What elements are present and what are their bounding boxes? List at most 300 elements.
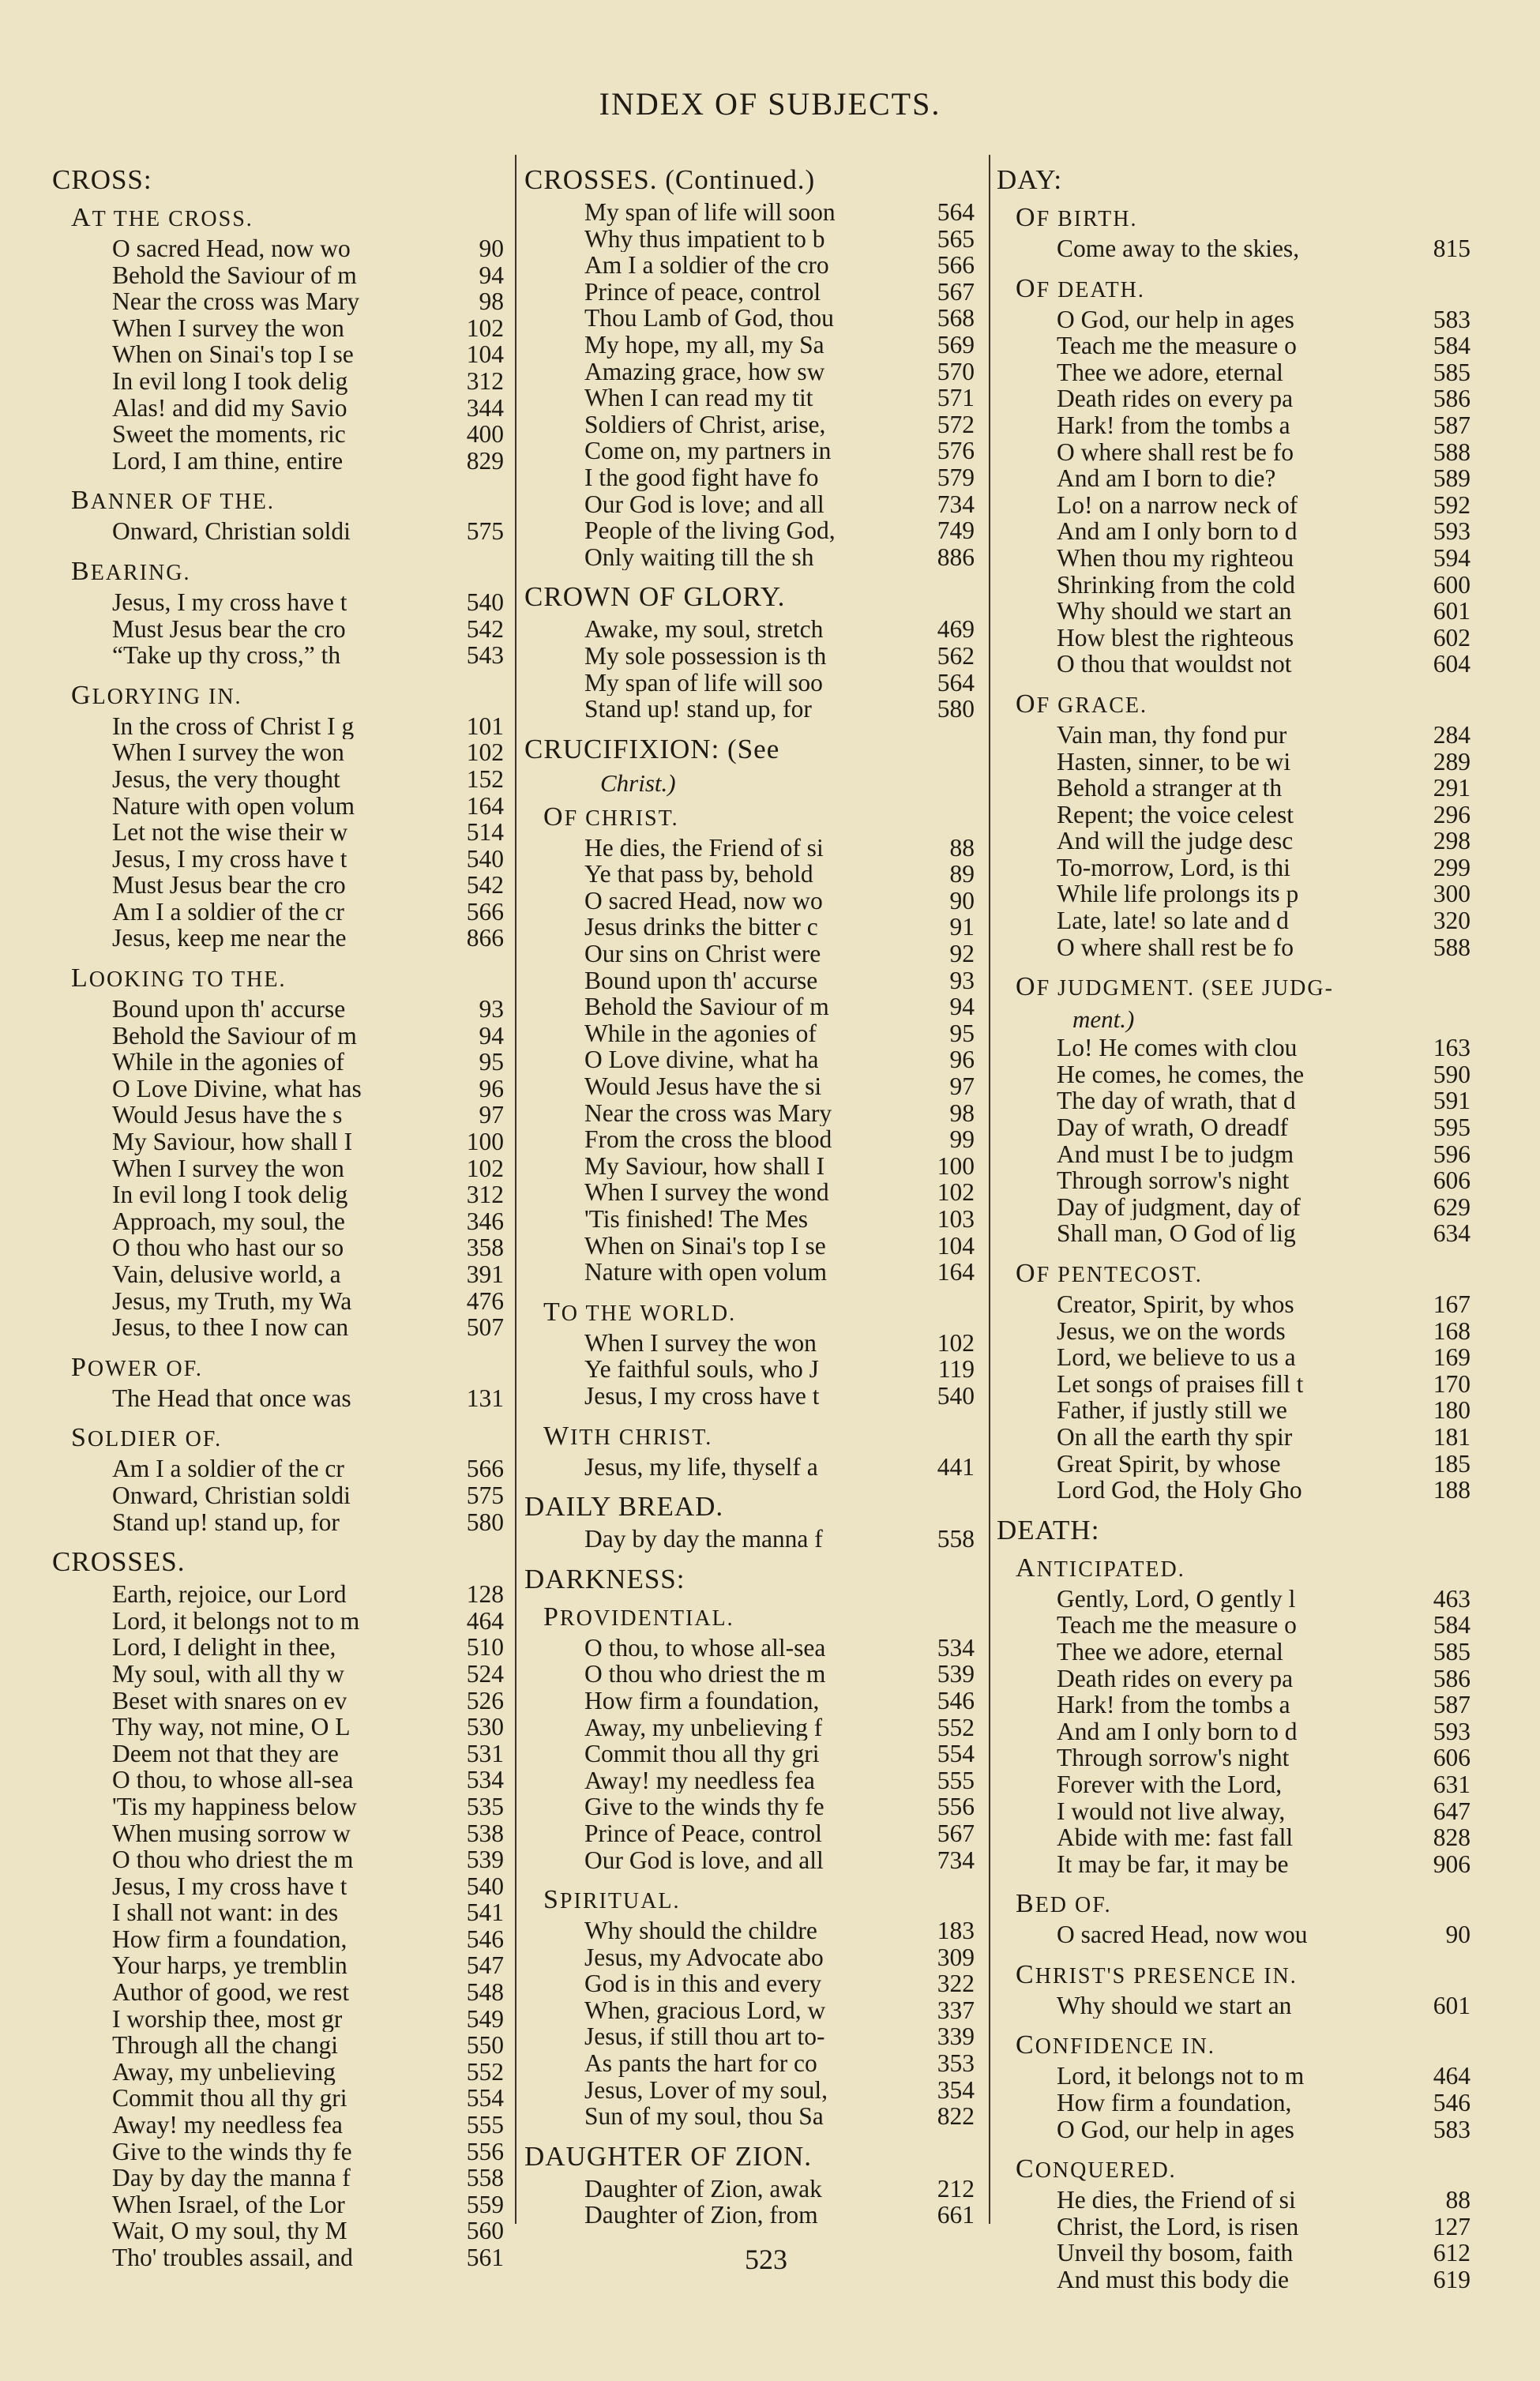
hymn-number: 749: [937, 516, 975, 545]
index-entry: [524, 359, 975, 385]
hymn-number: 353: [937, 2049, 975, 2078]
hymn-first-line: The day of wrath, that d: [1057, 1087, 1296, 1115]
index-entry: [524, 305, 975, 332]
hymn-number: 567: [937, 277, 975, 306]
entry-list: [524, 1917, 975, 2138]
index-entry: [524, 2050, 975, 2077]
hymn-first-line: Creator, Spirit, by whos: [1057, 1291, 1294, 1318]
hymn-number: 289: [1433, 747, 1471, 776]
topic-heading: CROWN OF GLORY.: [524, 581, 786, 613]
index-entry: [997, 1424, 1471, 1451]
hymn-first-line: My hope, my all, my Sa: [584, 331, 824, 359]
hymn-first-line: Vain, delusive world, a: [112, 1261, 341, 1288]
hymn-number: 602: [1433, 623, 1471, 652]
index-entry: [52, 1023, 504, 1050]
hymn-first-line: Must Jesus bear the cro: [112, 615, 346, 643]
index-entry: [524, 1847, 975, 1874]
hymn-first-line: Abide with me: fast fall: [1057, 1824, 1294, 1851]
hymn-first-line: O thou who driest the m: [584, 1661, 826, 1688]
hymn-number: 540: [466, 1872, 504, 1900]
hymn-first-line: Commit thou all thy gri: [584, 1741, 820, 1767]
hymn-first-line: To-morrow, Lord, is thi: [1057, 854, 1290, 881]
index-entry: [997, 1692, 1471, 1718]
hymn-number: 358: [466, 1234, 504, 1262]
hymn-number: 589: [1433, 464, 1471, 493]
hymn-number: 585: [1433, 358, 1471, 386]
index-entry: [524, 252, 975, 279]
hymn-first-line: Sun of my soul, thou Sa: [584, 2103, 824, 2130]
entry-list: [524, 2176, 975, 2236]
index-entry: [52, 1155, 504, 1182]
index-entry: [524, 1073, 975, 1100]
index-entry: [524, 1356, 975, 1383]
hymn-first-line: Jesus, my life, thyself a: [584, 1453, 818, 1481]
index-entry: [997, 545, 1471, 572]
index-entry: [52, 235, 504, 262]
index-entry: [524, 1793, 975, 1820]
entry-list: [997, 1921, 1471, 1956]
index-entry: [524, 2202, 975, 2229]
hymn-first-line: Behold the Saviour of m: [112, 1022, 357, 1050]
index-entry: [997, 572, 1471, 599]
hymn-number: 556: [937, 1793, 975, 1821]
index-entry: [524, 941, 975, 967]
index-entry: [524, 226, 975, 253]
index-entry: [52, 1581, 504, 1608]
hymn-number: 583: [1433, 2115, 1471, 2143]
hymn-number: 100: [937, 1151, 975, 1180]
cross-reference-note: ment.): [1072, 1005, 1135, 1034]
hymn-number: 565: [937, 224, 975, 253]
hymn-number: 441: [937, 1452, 975, 1481]
index-entry: [524, 279, 975, 306]
index-entry: [524, 1944, 975, 1971]
hymn-number: 558: [937, 1525, 975, 1553]
hymn-first-line: “Take up thy cross,” th: [112, 642, 341, 669]
topic-heading: DEATH:: [997, 1514, 1100, 1545]
entry-list: [524, 1526, 975, 1560]
index-entry: [52, 819, 504, 846]
index-entry: [52, 1509, 504, 1536]
hymn-first-line: Jesus, if still thou art to-: [584, 2023, 825, 2051]
entry-list: [52, 235, 504, 482]
index-entry: [52, 1385, 504, 1412]
hymn-number: 530: [466, 1713, 504, 1741]
hymn-number: 592: [1433, 490, 1471, 519]
hymn-number: 296: [1433, 800, 1471, 828]
subtopic-heading: OF GRACE.: [1016, 689, 1148, 719]
index-entry: [524, 967, 975, 994]
hymn-first-line: Death rides on every pa: [1057, 1665, 1294, 1692]
index-entry: [997, 749, 1471, 776]
index-entry: [997, 492, 1471, 519]
index-entry: [524, 1714, 975, 1741]
hymn-number: 546: [937, 1686, 975, 1714]
index-entry: [52, 872, 504, 899]
subtopic-heading: SPIRITUAL.: [543, 1885, 681, 1915]
index-entry: [997, 1744, 1471, 1771]
hymn-number: 93: [949, 966, 975, 994]
index-entry: [524, 643, 975, 670]
hymn-first-line: Am I a soldier of the cro: [584, 252, 829, 279]
index-entry: [997, 359, 1471, 386]
hymn-first-line: When, gracious Lord, w: [584, 1996, 826, 2024]
hymn-first-line: Ye that pass by, behold: [584, 861, 813, 888]
index-entry: [997, 907, 1471, 934]
hymn-number: 309: [937, 1943, 975, 1971]
hymn-first-line: My soul, with all thy w: [112, 1660, 345, 1688]
index-entry: [524, 464, 975, 491]
index-entry: [524, 1688, 975, 1714]
index-entry: [52, 288, 504, 315]
index-entry: [52, 518, 504, 545]
index-entry: [997, 1718, 1471, 1745]
subtopic-heading: BED OF.: [1016, 1889, 1112, 1919]
hymn-number: 476: [466, 1286, 504, 1315]
hymn-first-line: My Saviour, how shall I: [112, 1129, 353, 1155]
hymn-number: 734: [937, 490, 975, 518]
entry-list: [997, 235, 1471, 270]
index-entry: [52, 1455, 504, 1482]
hymn-first-line: O thou who hast our so: [112, 1234, 344, 1261]
topic-heading: CRUCIFIXION: (See: [524, 733, 780, 764]
hymn-first-line: When on Sinai's top I se: [584, 1232, 826, 1260]
hymn-number: 552: [466, 2057, 504, 2086]
subtopic-heading: CHRIST'S PRESENCE IN.: [1016, 1959, 1298, 1989]
hymn-number: 558: [466, 2164, 504, 2192]
hymn-number: 534: [937, 1633, 975, 1662]
hymn-number: 97: [479, 1101, 504, 1129]
hymn-number: 298: [1433, 827, 1471, 855]
index-entry: [52, 1714, 504, 1741]
hymn-number: 534: [466, 1766, 504, 1794]
index-entry: [997, 412, 1471, 439]
index-entry: [997, 2063, 1471, 2090]
index-entry: [997, 934, 1471, 961]
index-entry: [524, 670, 975, 697]
hymn-first-line: He dies, the Friend of si: [584, 834, 824, 862]
hymn-first-line: Commit thou all thy gri: [112, 2085, 347, 2112]
hymn-first-line: Our God is love, and all: [584, 1846, 824, 1874]
index-entry: [52, 589, 504, 616]
hymn-first-line: O thou, to whose all-sea: [112, 1767, 354, 1793]
hymn-number: 601: [1433, 1991, 1471, 2019]
index-entry: [997, 465, 1471, 492]
subtopic-heading: ANTICIPATED.: [1016, 1553, 1185, 1583]
subtopic-heading: OF JUDGMENT. (SEE JUDG-: [1016, 972, 1334, 1002]
entry-list: [997, 1291, 1471, 1512]
hymn-number: 606: [1433, 1166, 1471, 1195]
hymn-first-line: Would Jesus have the s: [112, 1102, 343, 1129]
hymn-number: 185: [1433, 1449, 1471, 1478]
index-entry: [52, 1926, 504, 1953]
index-entry: [997, 235, 1471, 262]
hymn-number: 661: [937, 2201, 975, 2229]
hymn-number: 554: [466, 2084, 504, 2112]
subtopic-heading: LOOKING TO THE.: [71, 963, 287, 993]
hymn-number: 546: [466, 1925, 504, 1953]
index-entry: [997, 1666, 1471, 1692]
hymn-first-line: Bound upon th' accurse: [584, 967, 818, 994]
hymn-first-line: Give to the winds thy fe: [112, 2138, 352, 2165]
index-entry: [52, 1261, 504, 1288]
hymn-first-line: O sacred Head, now wo: [584, 887, 823, 914]
index-entry: [997, 625, 1471, 652]
hymn-first-line: O God, our help in ages: [1057, 2116, 1294, 2143]
hymn-first-line: Unveil thy bosom, faith: [1057, 2240, 1294, 2267]
hymn-number: 101: [466, 712, 504, 740]
hymn-number: 391: [466, 1260, 504, 1288]
hymn-first-line: Am I a soldier of the cr: [112, 1455, 344, 1482]
index-entry: [52, 2165, 504, 2191]
hymn-number: 100: [466, 1128, 504, 1156]
hymn-number: 588: [1433, 933, 1471, 961]
hymn-number: 464: [1433, 2062, 1471, 2090]
hymn-number: 593: [1433, 517, 1471, 546]
index-entry: [52, 2139, 504, 2165]
hymn-number: 554: [937, 1740, 975, 1768]
index-entry: [524, 1970, 975, 1997]
index-entry: [524, 914, 975, 941]
hymn-first-line: And am I born to die?: [1057, 465, 1276, 492]
index-entry: [52, 421, 504, 448]
hymn-first-line: Amazing grace, how sw: [584, 358, 825, 385]
index-entry: [524, 517, 975, 544]
hymn-number: 180: [1433, 1396, 1471, 1425]
hymn-first-line: Thy way, not mine, O L: [112, 1714, 351, 1741]
hymn-first-line: Christ, the Lord, is risen: [1057, 2213, 1299, 2240]
entry-list: [52, 996, 504, 1349]
hymn-number: 312: [466, 366, 504, 395]
subtopic-heading: OF BIRTH.: [1016, 203, 1138, 232]
index-entry: [52, 793, 504, 820]
hymn-number: 540: [937, 1381, 975, 1410]
index-entry: [997, 1451, 1471, 1478]
hymn-first-line: O Love Divine, what has: [112, 1075, 362, 1102]
subtopic-heading: OF PENTECOST.: [1016, 1259, 1203, 1288]
hymn-number: 564: [937, 668, 975, 697]
hymn-first-line: Onward, Christian soldi: [112, 1482, 351, 1509]
hymn-number: 89: [949, 860, 975, 888]
hymn-number: 284: [1433, 720, 1471, 749]
hymn-number: 555: [937, 1766, 975, 1794]
hymn-first-line: Onward, Christian soldi: [112, 518, 351, 545]
hymn-first-line: While in the agonies of: [112, 1049, 344, 1076]
hymn-first-line: Nature with open volum: [112, 792, 355, 820]
index-entry: [52, 1181, 504, 1208]
hymn-first-line: Late, late! so late and d: [1057, 907, 1289, 934]
hymn-number: 584: [1433, 1611, 1471, 1639]
hymn-number: 601: [1433, 597, 1471, 625]
topic-heading: DAUGHTER OF ZION.: [524, 2140, 813, 2172]
hymn-first-line: I would not live alway,: [1057, 1797, 1286, 1825]
index-entry: [997, 651, 1471, 678]
index-entry: [997, 598, 1471, 625]
hymn-first-line: I worship thee, most gr: [112, 2005, 343, 2033]
index-entry: [524, 438, 975, 464]
topic-heading: CROSSES.: [52, 1546, 186, 1578]
hymn-number: 94: [949, 993, 975, 1021]
index-entry: [52, 1979, 504, 2006]
hymn-number: 102: [466, 314, 504, 342]
hymn-number: 97: [949, 1072, 975, 1101]
index-entry: [997, 1344, 1471, 1371]
hymn-first-line: Jesus, I my cross have t: [112, 845, 347, 873]
hymn-first-line: When I survey the won: [112, 739, 344, 766]
hymn-first-line: It may be far, it may be: [1057, 1850, 1289, 1878]
hymn-first-line: In evil long I took delig: [112, 367, 348, 395]
hymn-first-line: When I survey the won: [112, 1155, 344, 1182]
hymn-first-line: On all the earth thy spir: [1057, 1423, 1293, 1451]
column-divider: [515, 155, 516, 2224]
index-entry: [997, 1167, 1471, 1194]
hymn-number: 594: [1433, 543, 1471, 572]
hymn-first-line: Vain man, thy fond pur: [1057, 721, 1287, 749]
hymn-first-line: Forever with the Lord,: [1057, 1771, 1283, 1798]
hymn-first-line: Prince of Peace, control: [584, 1820, 822, 1847]
hymn-number: 561: [466, 2244, 504, 2271]
hymn-first-line: Only waiting till the sh: [584, 543, 814, 571]
subtopic-heading: BEARING.: [71, 556, 191, 586]
hymn-number: 344: [466, 393, 504, 422]
hymn-first-line: My span of life will soon: [584, 199, 836, 226]
hymn-first-line: Come on, my partners in: [584, 438, 832, 464]
index-entry: [52, 1102, 504, 1129]
index-entry: [52, 2059, 504, 2086]
hymn-first-line: O God, our help in ages: [1057, 306, 1294, 333]
index-entry: [52, 1049, 504, 1076]
hymn-number: 98: [479, 287, 504, 316]
hymn-first-line: When Israel, of the Lor: [112, 2191, 345, 2218]
hymn-number: 463: [1433, 1584, 1471, 1613]
hymn-number: 549: [466, 2004, 504, 2033]
hymn-first-line: People of the living God,: [584, 517, 836, 544]
hymn-first-line: My span of life will soo: [584, 669, 823, 697]
index-entry: [997, 2214, 1471, 2240]
hymn-first-line: Give to the winds thy fe: [584, 1793, 824, 1820]
hymn-first-line: Thou Lamb of God, thou: [584, 305, 834, 332]
entry-list: [524, 1330, 975, 1418]
hymn-first-line: Lo! He comes with clou: [1057, 1035, 1298, 1061]
hymn-number: 88: [949, 833, 975, 862]
hymn-number: 591: [1433, 1087, 1471, 1115]
hymn-first-line: And am I only born to d: [1057, 1718, 1298, 1745]
hymn-first-line: Lord God, the Holy Gho: [1057, 1477, 1302, 1504]
index-entry: [524, 993, 975, 1020]
hymn-number: 168: [1433, 1316, 1471, 1345]
hymn-number: 507: [466, 1313, 504, 1342]
hymn-number: 104: [937, 1231, 975, 1260]
index-column-1: [52, 161, 504, 2279]
hymn-first-line: Lord, I am thine, entire: [112, 447, 344, 475]
hymn-number: 566: [466, 897, 504, 926]
subtopic-heading: CONQUERED.: [1016, 2154, 1177, 2184]
index-entry: [52, 899, 504, 926]
index-entry: [52, 368, 504, 395]
hymn-first-line: My Saviour, how shall I: [584, 1152, 825, 1180]
hymn-number: 96: [479, 1074, 504, 1102]
hymn-first-line: Why should we start an: [1057, 1992, 1292, 2019]
entry-list: [52, 589, 504, 677]
index-entry: [524, 1997, 975, 2024]
index-entry: [52, 341, 504, 368]
hymn-first-line: Why should the childre: [584, 1917, 817, 1944]
hymn-number: 102: [937, 1328, 975, 1357]
index-entry: [997, 332, 1471, 359]
hymn-first-line: And must this body die: [1057, 2266, 1290, 2293]
index-entry: [524, 861, 975, 888]
hymn-number: 546: [1433, 2089, 1471, 2117]
index-entry: [524, 544, 975, 571]
index-entry: [52, 1482, 504, 1509]
hymn-number: 535: [466, 1792, 504, 1820]
hymn-number: 612: [1433, 2239, 1471, 2267]
index-entry: [52, 2112, 504, 2139]
hymn-number: 584: [1433, 332, 1471, 360]
entry-list: [524, 1635, 975, 1881]
entry-list: [997, 722, 1471, 968]
index-entry: [997, 775, 1471, 802]
entry-list: [524, 616, 975, 730]
hymn-first-line: Behold a stranger at th: [1057, 775, 1283, 802]
hymn-number: 822: [937, 2102, 975, 2131]
hymn-number: 94: [479, 1021, 504, 1050]
index-entry: [524, 1126, 975, 1153]
hymn-first-line: O sacred Head, now wou: [1057, 1921, 1308, 1948]
entry-list: [997, 1586, 1471, 1886]
index-entry: [524, 199, 975, 226]
index-entry: [997, 1318, 1471, 1345]
hymn-first-line: Away! my needless fea: [584, 1767, 815, 1794]
index-entry: [524, 1820, 975, 1847]
index-entry: [524, 835, 975, 862]
hymn-number: 586: [1433, 1664, 1471, 1692]
subtopic-heading: SOLDIER OF.: [71, 1423, 223, 1453]
hymn-first-line: Hasten, sinner, to be wi: [1057, 748, 1291, 776]
hymn-first-line: He dies, the Friend of si: [1057, 2187, 1296, 2214]
hymn-number: 339: [937, 2022, 975, 2051]
subtopic-heading: WITH CHRIST.: [543, 1421, 713, 1451]
hymn-first-line: O where shall rest be fo: [1057, 933, 1294, 961]
hymn-number: 629: [1433, 1192, 1471, 1221]
hymn-number: 580: [466, 1508, 504, 1536]
hymn-number: 167: [1433, 1290, 1471, 1318]
subtopic-heading: BANNER OF THE.: [71, 486, 275, 516]
hymn-number: 102: [466, 1154, 504, 1182]
hymn-number: 569: [937, 330, 975, 359]
hymn-number: 90: [1445, 1921, 1471, 1949]
index-entry: [52, 642, 504, 669]
index-entry: [52, 2191, 504, 2218]
entry-list: [52, 713, 504, 960]
entry-list: [997, 1992, 1471, 2027]
hymn-first-line: And am I only born to d: [1057, 518, 1298, 545]
index-entry: [997, 385, 1471, 412]
index-entry: [52, 846, 504, 873]
hymn-first-line: Come away to the skies,: [1057, 235, 1300, 262]
hymn-number: 183: [937, 1917, 975, 1945]
subtopic-heading: TO THE WORLD.: [543, 1297, 737, 1327]
hymn-number: 526: [466, 1686, 504, 1714]
index-entry: [997, 722, 1471, 749]
hymn-first-line: While life prolongs its p: [1057, 881, 1299, 908]
hymn-first-line: Jesus, we on the words: [1057, 1317, 1286, 1345]
index-entry: [52, 739, 504, 766]
index-entry: [52, 2218, 504, 2244]
hymn-first-line: 'Tis finished! The Mes: [584, 1206, 809, 1233]
hymn-number: 552: [937, 1713, 975, 1741]
hymn-first-line: Jesus, I my cross have t: [112, 1872, 347, 1900]
